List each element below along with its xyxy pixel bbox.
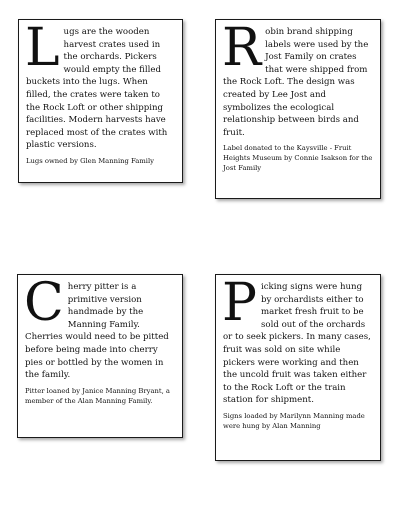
drop-cap: L — [25, 18, 60, 78]
card-text: ugs are the wooden harvest crates used in the orchards. Pickers would empty the filled buckets into the lugs. When filled, the crates were taken to the Rock Loft or other shipping facilities. Modern harvests have replaced most of the crates with plastic versions. — [26, 27, 168, 151]
card-credit: Lugs owned by Glen Manning Family — [26, 156, 154, 165]
card-body — [24, 273, 175, 382]
card-body — [25, 18, 175, 152]
card-body — [222, 18, 373, 139]
card-credit: Pitter loaned by Janice Manning Bryant, a member of the Alan Manning Family. — [25, 386, 170, 405]
exhibit-card-picking-signs — [215, 274, 381, 461]
exhibit-card-lugs — [18, 19, 183, 183]
exhibit-card-cherry-pitter — [17, 274, 183, 438]
drop-cap: P — [222, 273, 257, 333]
card-text: icking signs were hung by orchardists either to market fresh fruit to be sold out of the orchards or to seek pickers. In many cases, fruit was sold on site while pickers were working and then the uncold fruit was taken either to the Rock Loft or the train station for shipment. — [223, 282, 371, 406]
exhibit-card-robin-labels — [215, 19, 381, 199]
card-text: obin brand shipping labels were used by the Jost Family on crates that were shipped from the Rock Loft. The design was created by Lee Jost and symbolizes the ecological relationship between birds and fruit. — [223, 27, 369, 138]
drop-cap: C — [24, 273, 64, 333]
card-text: herry pitter is a primitive version handmade by the Manning Family. Cherries would need to be pitted before being made into cherry pies or bottled by the women in the family. — [25, 282, 169, 381]
card-credit: Signs loaded by Marilynn Manning made were hung by Alan Manning — [223, 411, 365, 430]
card-body — [222, 273, 373, 407]
drop-cap: R — [222, 18, 262, 78]
card-credit: Label donated to the Kaysville - Fruit Heights Museum by Connie Isakson for the Jost Family — [223, 144, 373, 173]
